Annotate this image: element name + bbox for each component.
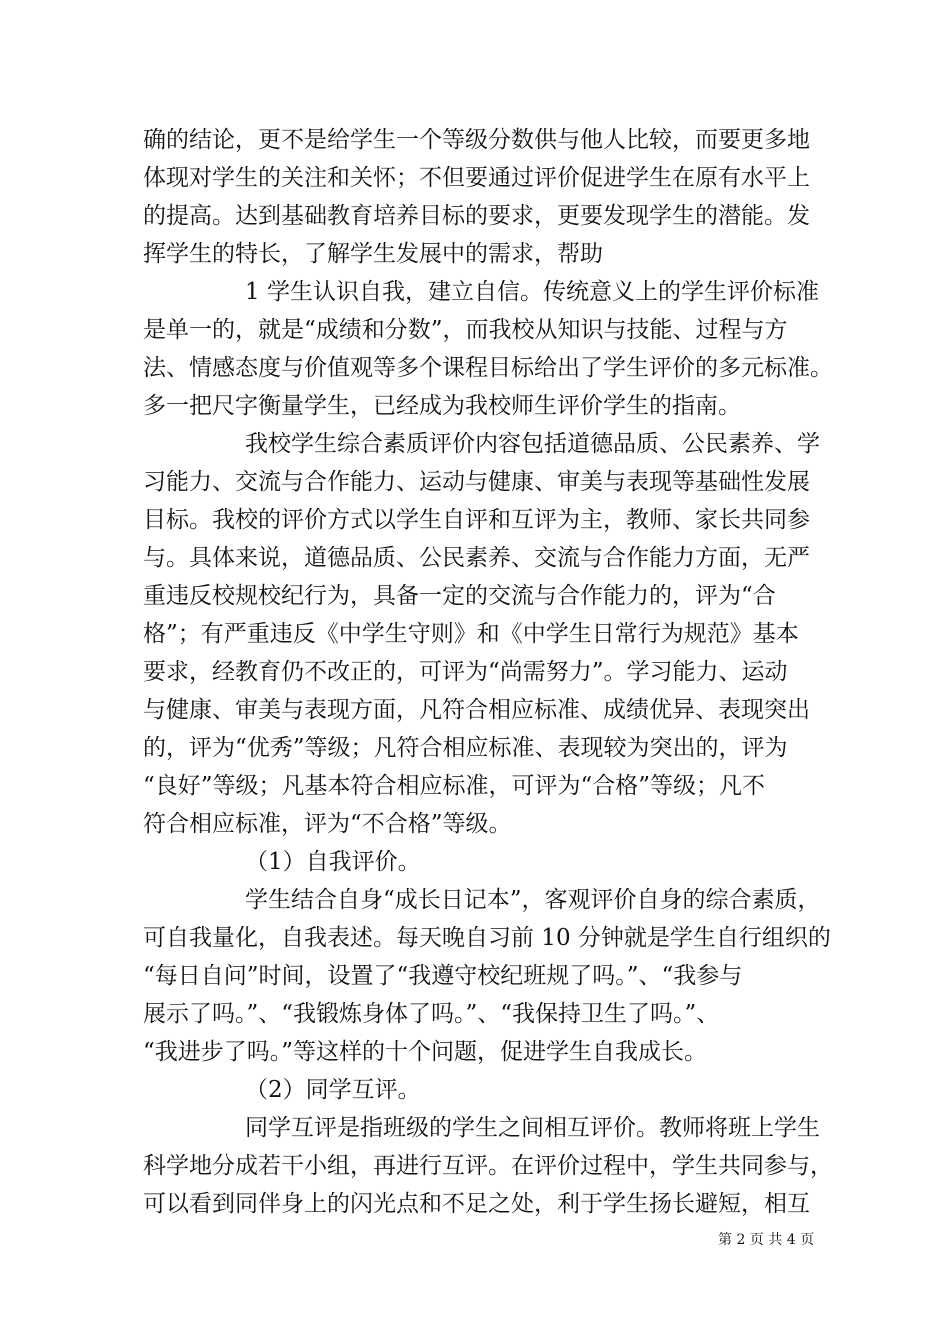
text-line: 与健康、审美与表现方面，凡符合相应标准、成绩优异、表现突出 [143,697,810,723]
text-line: 格”；有严重违反《中学生守则》和《中学生日常行为规范》基本 [143,621,799,647]
text-line: 重违反校规校纪行为，具备一定的交流与合作能力的，评为“合 [143,583,776,609]
text-line: 我校学生综合素质评价内容包括道德品质、公民素养、学 [245,431,820,457]
text-line: 符合相应标准，评为“不合格”等级。 [143,811,512,837]
text-line: 同学互评是指班级的学生之间相互评价。教师将班上学生 [245,1115,820,1141]
text-line: 展示了吗。”、“我锻炼身体了吗。”、“我保持卫生了吗。”、 [143,1001,720,1027]
text-line: 可以看到同伴身上的闪光点和不足之处，利于学生扬长避短，相互 [143,1191,810,1217]
text-line: 多一把尺字衡量学生，已经成为我校师生评价学生的指南。 [143,393,741,419]
text-line: 法、情感态度与价值观等多个课程目标给出了学生评价的多元标准。 [143,355,833,381]
text-line: 确的结论，更不是给学生一个等级分数供与他人比较，而要更多地 [143,127,810,153]
section-heading: （2）同学互评。 [245,1077,421,1103]
text-line: 学生结合自身“成长日记本”，客观评价自身的综合素质， [245,887,821,913]
text-line: 要求，经教育仍不改正的，可评为“尚需努力”。学习能力、运动 [143,659,788,685]
text-line: 可自我量化，自我表述。每天晚自习前 10 分钟就是学生自行组织的 [143,925,831,951]
text-line: 与。具体来说，道德品质、公民素养、交流与合作能力方面，无严 [143,545,810,571]
text-line: 的，评为“优秀”等级；凡符合相应标准、表现较为突出的，评为 [143,735,788,761]
text-line: 习能力、交流与合作能力、运动与健康、审美与表现等基础性发展 [143,469,810,495]
text-line: 挥学生的特长，了解学生发展中的需求，帮助 [143,241,603,267]
text-line: 的提高。达到基础教育培养目标的要求，更要发现学生的潜能。发 [143,203,810,229]
text-line: “良好”等级；凡基本符合相应标准，可评为“合格”等级；凡不 [143,773,766,799]
text-line: 目标。我校的评价方式以学生自评和互评为主，教师、家长共同参 [143,507,810,533]
text-line: 科学地分成若干小组，再进行互评。在评价过程中，学生共同参与， [143,1153,833,1179]
text-line: 1 学生认识自我，建立自信。传统意义上的学生评价标准 [245,279,819,305]
text-line: 体现对学生的关注和关怀；不但要通过评价促进学生在原有水平上 [143,165,810,191]
text-line: “每日自问”时间，设置了“我遵守校纪班规了吗。”、“我参与 [143,963,743,989]
text-line: “我进步了吗。”等这样的十个问题，促进学生自我成长。 [143,1039,708,1065]
section-heading: （1）自我评价。 [245,849,421,875]
page-number: 第 2 页 共 4 页 [718,1232,815,1248]
text-line: 是单一的，就是“成绩和分数”，而我校从知识与技能、过程与方 [143,317,788,343]
